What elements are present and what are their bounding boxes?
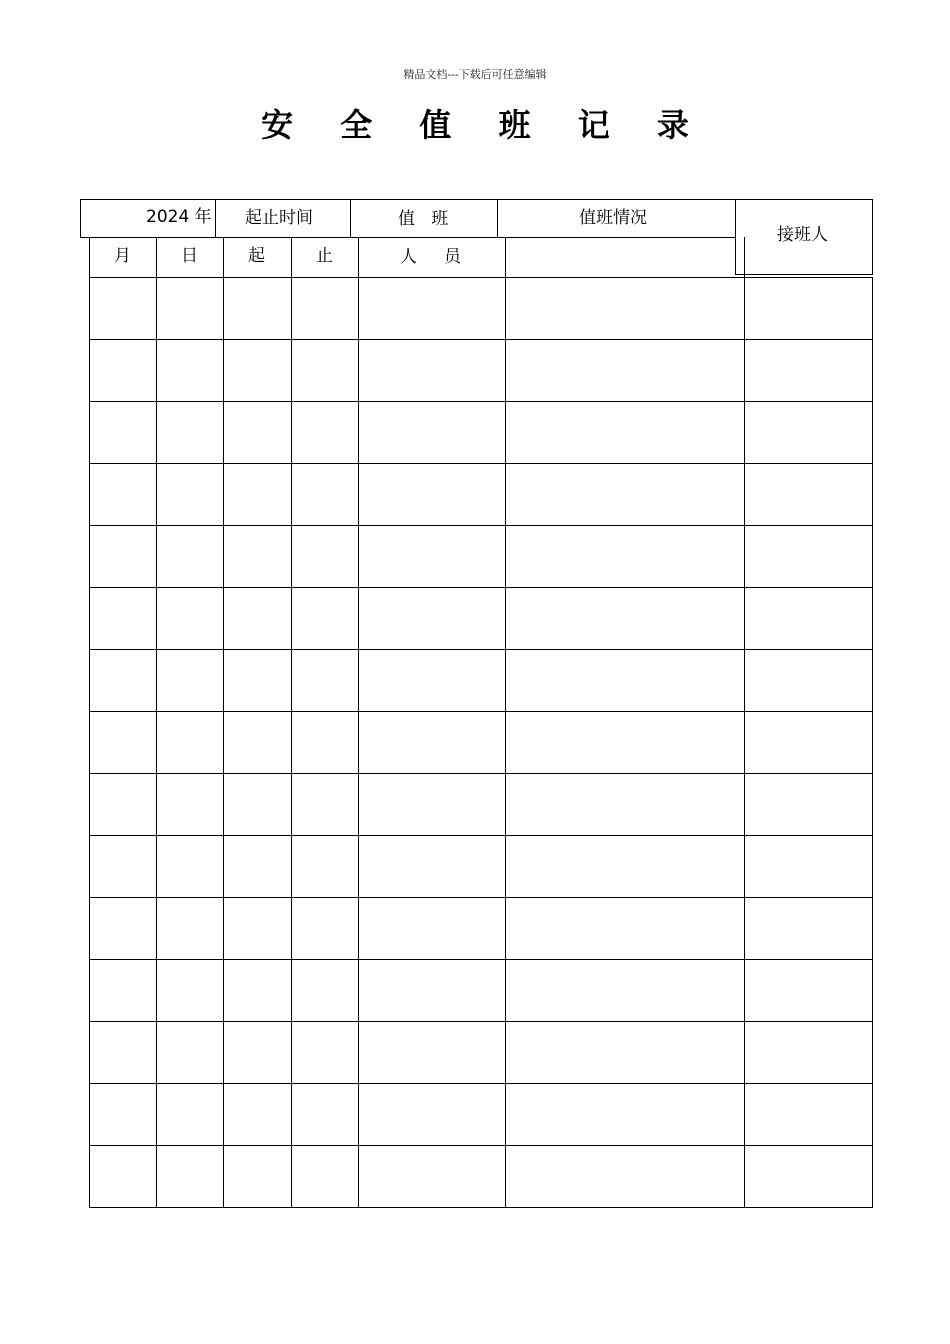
- start-cell: [224, 712, 292, 774]
- header-divider: [744, 237, 745, 278]
- end-cell: [292, 898, 359, 960]
- month-cell: [90, 402, 157, 464]
- end-cell: [292, 278, 359, 340]
- situation-cell: [506, 1022, 745, 1084]
- situation-cell: [506, 960, 745, 1022]
- end-cell: [292, 960, 359, 1022]
- situation-cell: [506, 278, 745, 340]
- situation-cell: [506, 588, 745, 650]
- day-cell: [157, 650, 224, 712]
- month-header-label: 月: [114, 246, 131, 266]
- start-cell: [224, 588, 292, 650]
- month-cell: [90, 1022, 157, 1084]
- header-note: 精品文档---下载后可任意编辑: [403, 68, 547, 81]
- start-cell: [224, 402, 292, 464]
- situation-cell: [506, 464, 745, 526]
- day-cell: [157, 836, 224, 898]
- duty-staff-cell: [359, 588, 506, 650]
- table-row: [90, 960, 873, 1022]
- duty-staff-cell: [359, 960, 506, 1022]
- start-cell: [224, 898, 292, 960]
- month-cell: [90, 464, 157, 526]
- handover-cell: [745, 774, 873, 836]
- duty-staff-cell: [359, 712, 506, 774]
- end-cell: [292, 588, 359, 650]
- table-row: [90, 588, 873, 650]
- time-header-label: 起止时间: [245, 208, 313, 228]
- duty-staff-cell: [359, 526, 506, 588]
- day-cell: [157, 588, 224, 650]
- month-cell: [90, 1084, 157, 1146]
- situation-header-label: 值班情况: [579, 208, 647, 228]
- duty-header-label-bottom: 人 员: [400, 247, 462, 267]
- table-row: [90, 1084, 873, 1146]
- end-cell: [292, 650, 359, 712]
- start-cell: [224, 1146, 292, 1208]
- handover-cell: [745, 588, 873, 650]
- duty-staff-cell: [359, 1084, 506, 1146]
- handover-cell: [745, 650, 873, 712]
- duty-staff-cell: [359, 1146, 506, 1208]
- duty-log-table: [89, 277, 873, 1208]
- table-row: [90, 836, 873, 898]
- month-cell: [90, 650, 157, 712]
- header-divider: [89, 237, 90, 278]
- handover-cell: [745, 836, 873, 898]
- handover-cell: [745, 1084, 873, 1146]
- month-cell: [90, 836, 157, 898]
- table-row: [90, 278, 873, 340]
- situation-cell: [506, 340, 745, 402]
- situation-cell: [506, 1146, 745, 1208]
- day-cell: [157, 464, 224, 526]
- day-cell: [157, 526, 224, 588]
- end-cell: [292, 402, 359, 464]
- month-cell: [90, 278, 157, 340]
- day-header-label: 日: [181, 246, 198, 266]
- end-cell: [292, 1146, 359, 1208]
- end-cell: [292, 712, 359, 774]
- duty-staff-cell: [359, 650, 506, 712]
- duty-staff-cell: [359, 774, 506, 836]
- handover-cell: [745, 402, 873, 464]
- month-cell: [90, 898, 157, 960]
- header-divider: [156, 237, 157, 278]
- handover-cell: [745, 1022, 873, 1084]
- end-cell: [292, 464, 359, 526]
- month-cell: [90, 712, 157, 774]
- day-cell: [157, 1084, 224, 1146]
- handover-cell: [745, 1146, 873, 1208]
- situation-cell: [506, 774, 745, 836]
- duty-staff-cell: [359, 836, 506, 898]
- month-cell: [90, 526, 157, 588]
- start-cell: [224, 960, 292, 1022]
- end-cell: [292, 340, 359, 402]
- month-cell: [90, 960, 157, 1022]
- table-row: [90, 526, 873, 588]
- day-cell: [157, 340, 224, 402]
- handover-cell: [745, 464, 873, 526]
- situation-cell: [506, 898, 745, 960]
- start-cell: [224, 1022, 292, 1084]
- table-row: [90, 898, 873, 960]
- duty-staff-cell: [359, 402, 506, 464]
- start-cell: [224, 278, 292, 340]
- situation-cell: [506, 836, 745, 898]
- handover-cell: [745, 960, 873, 1022]
- handover-header-label: 接班人: [777, 225, 828, 245]
- table-row: [90, 1022, 873, 1084]
- handover-cell: [745, 340, 873, 402]
- table-row: [90, 340, 873, 402]
- day-cell: [157, 774, 224, 836]
- start-cell: [224, 650, 292, 712]
- table-row: [90, 402, 873, 464]
- duty-staff-cell: [359, 340, 506, 402]
- table-row: [90, 774, 873, 836]
- end-cell: [292, 526, 359, 588]
- table-row: [90, 1146, 873, 1208]
- year-header-label: 2024 年: [146, 207, 212, 227]
- situation-cell: [506, 402, 745, 464]
- month-cell: [90, 774, 157, 836]
- end-header-label: 止: [316, 246, 333, 266]
- day-cell: [157, 712, 224, 774]
- header-divider: [358, 237, 359, 278]
- start-cell: [224, 1084, 292, 1146]
- handover-cell: [745, 712, 873, 774]
- table-row: [90, 650, 873, 712]
- month-cell: [90, 1146, 157, 1208]
- table-row: [90, 464, 873, 526]
- day-cell: [157, 898, 224, 960]
- end-cell: [292, 1084, 359, 1146]
- start-cell: [224, 340, 292, 402]
- duty-staff-cell: [359, 1022, 506, 1084]
- handover-cell: [745, 526, 873, 588]
- end-cell: [292, 774, 359, 836]
- duty-header-label-top: 值 班: [398, 209, 449, 229]
- start-header-label: 起: [248, 246, 265, 266]
- table-row: [90, 712, 873, 774]
- duty-staff-cell: [359, 278, 506, 340]
- duty-staff-cell: [359, 898, 506, 960]
- start-cell: [224, 526, 292, 588]
- start-cell: [224, 836, 292, 898]
- day-cell: [157, 402, 224, 464]
- header-divider: [505, 237, 506, 278]
- day-cell: [157, 960, 224, 1022]
- day-cell: [157, 1022, 224, 1084]
- page-title: 安 全 值 班 记 录: [261, 106, 707, 144]
- month-cell: [90, 588, 157, 650]
- situation-cell: [506, 526, 745, 588]
- header-divider: [223, 237, 224, 278]
- situation-cell: [506, 712, 745, 774]
- day-cell: [157, 1146, 224, 1208]
- situation-cell: [506, 650, 745, 712]
- end-cell: [292, 1022, 359, 1084]
- header-divider: [291, 237, 292, 278]
- handover-cell: [745, 898, 873, 960]
- start-cell: [224, 774, 292, 836]
- end-cell: [292, 836, 359, 898]
- day-cell: [157, 278, 224, 340]
- start-cell: [224, 464, 292, 526]
- month-cell: [90, 340, 157, 402]
- duty-staff-cell: [359, 464, 506, 526]
- situation-cell: [506, 1084, 745, 1146]
- handover-cell: [745, 278, 873, 340]
